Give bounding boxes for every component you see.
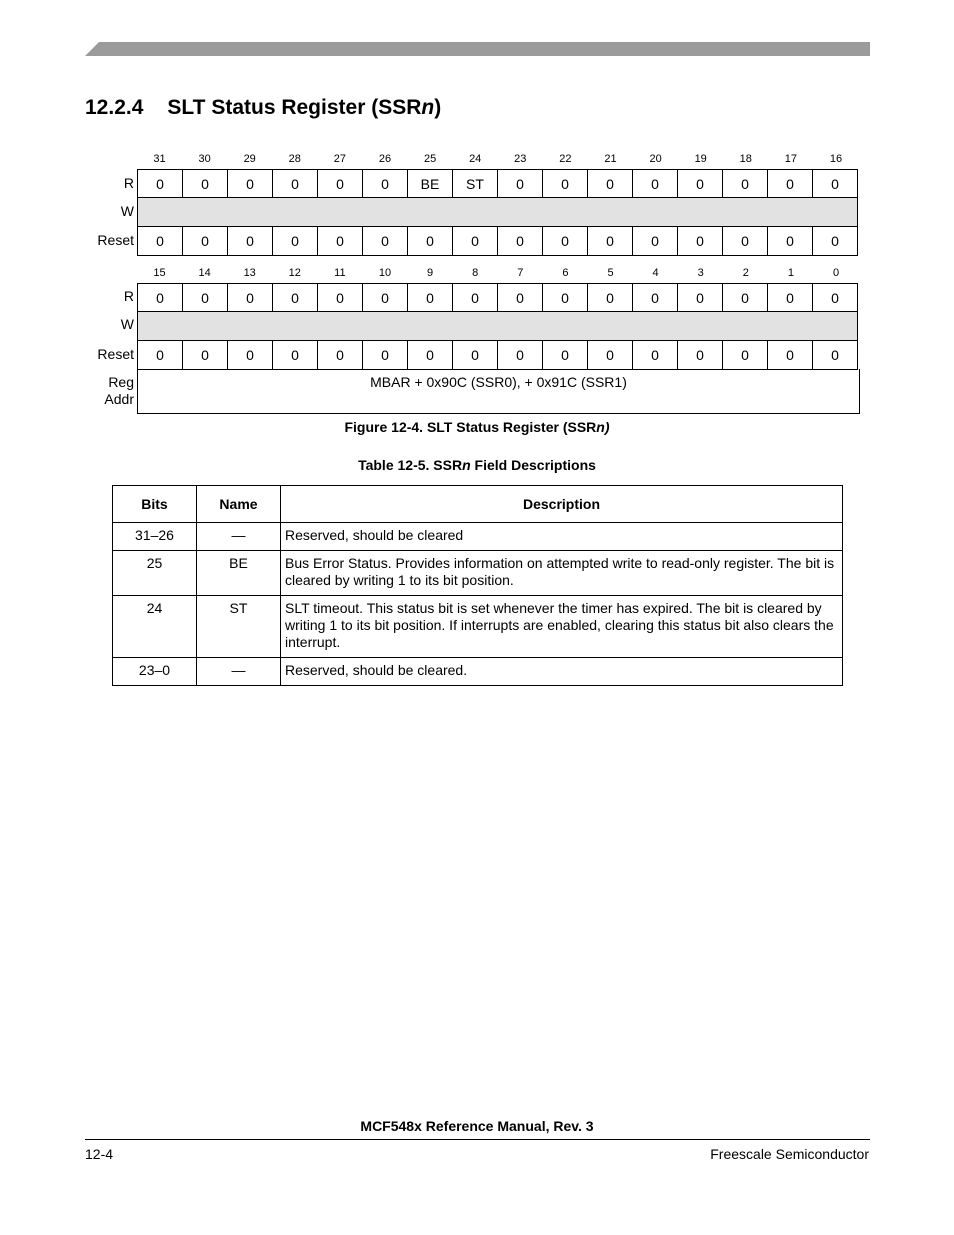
reset-bit-cell: 0 <box>588 341 633 370</box>
bit-number: 7 <box>517 267 524 279</box>
read-bit-cell: 0 <box>813 170 858 198</box>
read-bit-cell: 0 <box>768 284 813 312</box>
read-bit-cell: 0 <box>273 170 318 198</box>
bit-number: 17 <box>784 153 798 165</box>
reset-bit-cell: 0 <box>363 341 408 370</box>
bit-number: 21 <box>604 153 617 165</box>
bit-number: 20 <box>649 153 662 165</box>
reset-bit-cell: 0 <box>768 227 813 256</box>
cell-bits: 23–0 <box>113 658 197 686</box>
reset-bit-cell: 0 <box>633 341 678 370</box>
bit-number: 11 <box>334 267 346 279</box>
read-bit-cell: 0 <box>408 284 453 312</box>
read-bit-cell: 0 <box>183 170 228 198</box>
cell-description: Reserved, should be cleared. <box>281 658 843 686</box>
header-name: Name <box>197 486 281 523</box>
cell-name: — <box>197 523 281 551</box>
read-bit-cell: 0 <box>273 284 318 312</box>
bit-number: 13 <box>243 267 256 279</box>
bit-number: 8 <box>472 267 479 279</box>
upper-read-row <box>138 170 858 198</box>
reset-bit-cell: 0 <box>273 227 318 256</box>
write-shaded-cell <box>138 198 858 227</box>
footer-manual-title: MCF548x Reference Manual, Rev. 3 <box>360 1118 594 1134</box>
read-bit-cell: 0 <box>768 170 813 198</box>
read-bit-cell: 0 <box>138 170 183 198</box>
read-bit-cell: 0 <box>363 170 408 198</box>
table-row <box>113 658 843 686</box>
reset-bit-cell: 0 <box>318 341 363 370</box>
reset-bit-cell: 0 <box>723 341 768 370</box>
read-bit-cell: 0 <box>498 170 543 198</box>
reset-bit-cell: 0 <box>813 341 858 370</box>
upper-reset-label: Reset <box>97 232 134 248</box>
bit-number: 2 <box>742 267 749 279</box>
reset-bit-cell: 0 <box>183 341 228 370</box>
table-caption-suffix: Field Descriptions <box>470 457 596 473</box>
section-heading <box>85 96 441 120</box>
table-row <box>113 596 843 658</box>
table-row <box>113 551 843 596</box>
lower-read-label: R <box>123 288 134 304</box>
reset-bit-cell: 0 <box>183 227 228 256</box>
field-description-table <box>112 485 843 686</box>
section-title-suffix: ) <box>434 96 442 119</box>
reset-bit-cell: 0 <box>453 341 498 370</box>
reset-bit-cell: 0 <box>633 227 678 256</box>
lower-reset-row <box>138 341 858 370</box>
bit-number: 1 <box>787 267 794 279</box>
reset-bit-cell: 0 <box>588 227 633 256</box>
cell-description: SLT timeout. This status bit is set whenever the timer has expired. The bit is cleared by writing 1 to its bit position. If interrupts are enabled, clearing this status bit also clears the interrupt. <box>281 596 843 658</box>
reset-bit-cell: 0 <box>723 227 768 256</box>
header-bits: Bits <box>113 486 197 523</box>
reset-bit-cell: 0 <box>273 341 318 370</box>
bit-number: 14 <box>198 267 211 279</box>
bit-number: 6 <box>562 267 569 279</box>
figure-caption-text: Figure 12-4. SLT Status Register (SSR <box>344 419 597 435</box>
footer-divider <box>85 1139 870 1140</box>
read-bit-cell: 0 <box>363 284 408 312</box>
bit-number: 25 <box>423 153 437 165</box>
read-bit-cell: 0 <box>633 170 678 198</box>
table-row <box>113 523 843 551</box>
bit-number: 22 <box>559 153 572 165</box>
read-bit-cell: 0 <box>453 284 498 312</box>
lower-read-row <box>138 284 858 312</box>
read-bit-cell: 0 <box>318 170 363 198</box>
cell-bits: 31–26 <box>113 523 197 551</box>
bit-number: 4 <box>652 267 659 279</box>
addr-label: Addr <box>104 391 134 407</box>
reset-bit-cell: 0 <box>363 227 408 256</box>
lower-write-row <box>138 312 858 341</box>
read-bit-cell: 0 <box>588 284 633 312</box>
section-number: 12.2.4 <box>85 96 144 119</box>
read-bit-cell: 0 <box>588 170 633 198</box>
read-bit-cell: 0 <box>723 284 768 312</box>
reset-bit-cell: 0 <box>453 227 498 256</box>
bit-number: 16 <box>829 153 843 165</box>
reset-bit-cell: 0 <box>813 227 858 256</box>
reset-bit-cell: 0 <box>768 341 813 370</box>
cell-bits: 24 <box>113 596 197 658</box>
upper-read-label: R <box>123 175 134 191</box>
read-bit-cell: 0 <box>723 170 768 198</box>
figure-caption-italic: n) <box>596 419 610 435</box>
read-bit-cell: 0 <box>183 284 228 312</box>
lower-register-grid <box>137 283 858 370</box>
bit-number: 12 <box>288 267 301 279</box>
reset-bit-cell: 0 <box>318 227 363 256</box>
read-bit-cell: 0 <box>543 284 588 312</box>
bit-number: 19 <box>694 153 707 165</box>
bit-number: 5 <box>607 267 614 279</box>
reset-bit-cell: 0 <box>678 341 723 370</box>
bit-number: 24 <box>469 153 482 165</box>
cell-description: Bus Error Status. Provides information on attempted write to read-only register. The bit is cleared by writing 1 to its bit position. <box>281 551 843 596</box>
bit-number: 23 <box>514 153 527 165</box>
bit-number: 29 <box>243 153 256 165</box>
bit-number: 3 <box>697 267 704 279</box>
read-bit-cell: 0 <box>543 170 588 198</box>
write-shaded-cell <box>138 312 858 341</box>
cell-name: — <box>197 658 281 686</box>
reset-bit-cell: 0 <box>543 227 588 256</box>
section-title-italic: n <box>421 96 435 119</box>
read-bit-cell: 0 <box>228 170 273 198</box>
reset-bit-cell: 0 <box>408 227 453 256</box>
reset-bit-cell: 0 <box>138 227 183 256</box>
read-bit-cell: 0 <box>678 284 723 312</box>
upper-write-row <box>138 198 858 227</box>
read-bit-cell: ST <box>453 170 498 198</box>
cell-name: BE <box>197 551 281 596</box>
upper-register-grid <box>137 169 858 256</box>
bit-number: 0 <box>832 267 840 279</box>
reset-bit-cell: 0 <box>228 227 273 256</box>
bit-number: 30 <box>198 153 211 165</box>
section-title: SLT Status Register (SSR <box>167 96 422 119</box>
reset-bit-cell: 0 <box>228 341 273 370</box>
bit-number: 26 <box>378 153 392 165</box>
read-bit-cell: BE <box>408 170 453 198</box>
read-bit-cell: 0 <box>633 284 678 312</box>
read-bit-cell: 0 <box>318 284 363 312</box>
reg-addr-box <box>137 369 860 414</box>
bit-number: 27 <box>333 153 347 165</box>
reg-addr-value: MBAR + 0x90C (SSR0), + 0x91C (SSR1) <box>370 374 627 390</box>
table-caption <box>0 457 954 473</box>
cell-bits: 25 <box>113 551 197 596</box>
reset-bit-cell: 0 <box>138 341 183 370</box>
bit-number: 28 <box>288 153 301 165</box>
table-caption-italic: n <box>462 457 471 473</box>
reset-bit-cell: 0 <box>408 341 453 370</box>
read-bit-cell: 0 <box>498 284 543 312</box>
header-bar <box>85 42 870 56</box>
bit-number: 15 <box>153 267 166 279</box>
read-bit-cell: 0 <box>228 284 273 312</box>
cell-description: Reserved, should be cleared <box>281 523 843 551</box>
upper-write-label: W <box>120 203 134 219</box>
footer-page-number: 12-4 <box>85 1146 114 1162</box>
bit-number: 9 <box>427 267 434 279</box>
figure-caption <box>0 419 954 435</box>
reset-bit-cell: 0 <box>678 227 723 256</box>
read-bit-cell: 0 <box>813 284 858 312</box>
bit-number: 31 <box>153 153 166 165</box>
read-bit-cell: 0 <box>678 170 723 198</box>
table-header-row <box>113 486 843 523</box>
upper-reset-row <box>138 227 858 256</box>
cell-name: ST <box>197 596 281 658</box>
footer-company: Freescale Semiconductor <box>710 1146 869 1162</box>
header-description: Description <box>281 486 843 523</box>
bit-number: 10 <box>378 267 392 279</box>
reset-bit-cell: 0 <box>543 341 588 370</box>
read-bit-cell: 0 <box>138 284 183 312</box>
bit-number: 18 <box>739 153 752 165</box>
table-caption-text: Table 12-5. SSR <box>358 457 463 473</box>
reset-bit-cell: 0 <box>498 341 543 370</box>
lower-reset-label: Reset <box>97 346 134 362</box>
lower-write-label: W <box>120 316 134 332</box>
reg-label: Reg <box>108 374 134 390</box>
reset-bit-cell: 0 <box>498 227 543 256</box>
